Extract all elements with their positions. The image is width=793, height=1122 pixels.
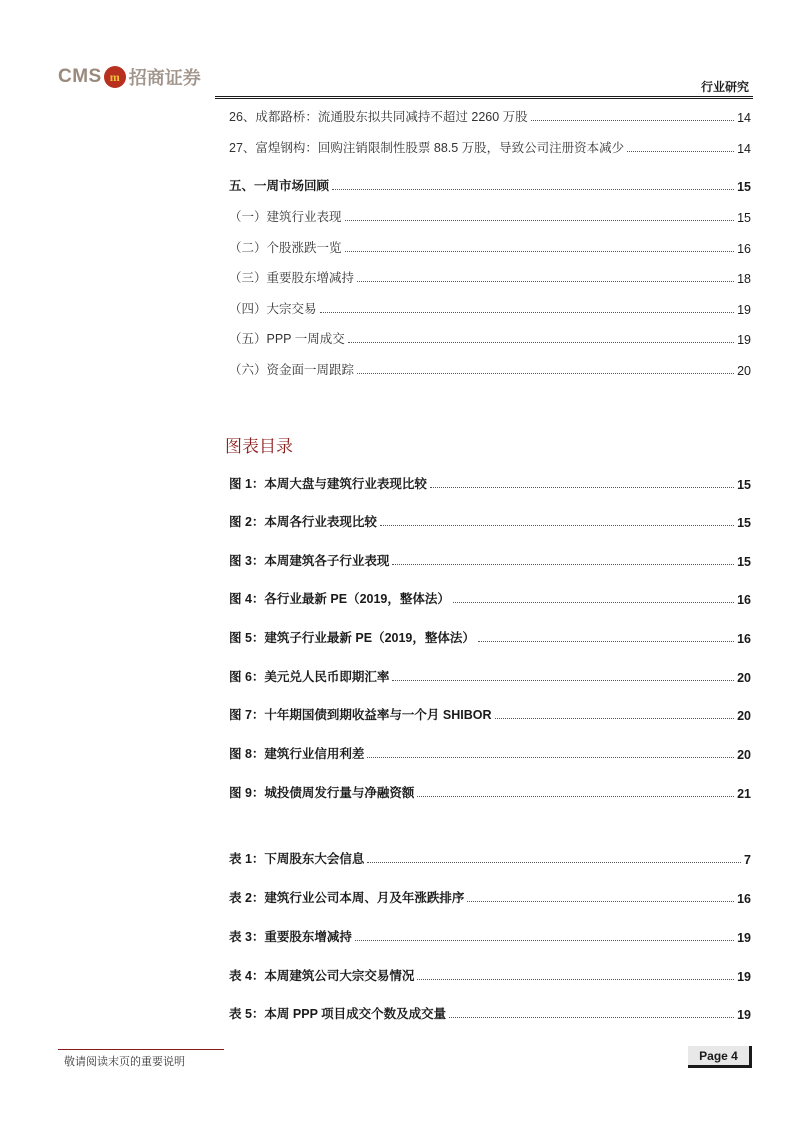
table-entry-page: 19 [737, 1008, 751, 1022]
toc-entry-label: （二）个股涨跌一览 [229, 241, 342, 255]
figure-entry-label: 图 1：本周大盘与建筑行业表现比较 [229, 477, 427, 491]
figure-entry[interactable] [229, 589, 751, 607]
toc-sub-entry[interactable] [229, 360, 751, 378]
table-entry-label: 表 4：本周建筑公司大宗交易情况 [229, 969, 415, 983]
toc-entry-label: （三）重要股东增减持 [229, 271, 355, 285]
table-entry[interactable] [229, 849, 751, 867]
figure-entry[interactable] [229, 512, 751, 530]
figure-toc-title: 图表目录 [225, 437, 293, 457]
figure-entry[interactable] [229, 551, 751, 569]
leader-dots [355, 940, 734, 941]
figure-entry-page: 15 [737, 478, 751, 492]
figure-entry-label: 图 5：建筑子行业最新 PE（2019，整体法） [229, 631, 475, 645]
figure-entry[interactable] [229, 628, 751, 646]
leader-dots [430, 487, 734, 488]
toc-entry[interactable] [229, 138, 751, 156]
figure-entry-page: 20 [737, 671, 751, 685]
cms-logo [58, 62, 201, 92]
leader-dots [345, 251, 735, 252]
logo-chinese-name: 招商证券 [128, 68, 201, 89]
toc-entry-label: （一）建筑行业表现 [229, 210, 342, 224]
page-number-badge: Page 4 [688, 1046, 752, 1068]
table-entry[interactable] [229, 927, 751, 945]
figure-entry-page: 16 [737, 632, 751, 646]
figure-entry-page: 16 [737, 593, 751, 607]
toc-sub-entry[interactable] [229, 268, 751, 286]
toc-sub-entry[interactable] [229, 238, 751, 256]
leader-dots [367, 862, 741, 863]
page-header [0, 0, 793, 100]
leader-dots [417, 979, 734, 980]
figure-entry-label: 图 9：城投债周发行量与净融资额 [229, 786, 415, 800]
leader-dots [357, 281, 734, 282]
figure-entry-label: 图 7：十年期国债到期收益率与一个月 SHIBOR [229, 708, 492, 722]
disclaimer-note: 敬请阅读末页的重要说明 [64, 1056, 185, 1068]
leader-dots [453, 602, 734, 603]
leader-dots [531, 120, 734, 121]
toc-entry-page: 19 [737, 333, 751, 347]
logo-emblem-icon: m [104, 66, 126, 88]
toc-entry-label: （六）资金面一周跟踪 [229, 363, 355, 377]
toc-entry-page: 18 [737, 272, 751, 286]
toc-entry-label: 27、富煌钢构：回购注销限制性股票 88.5 万股，导致公司注册资本减少 [229, 141, 625, 155]
leader-dots [467, 901, 734, 902]
toc-entry-page: 14 [737, 111, 751, 125]
figure-entry-page: 20 [737, 748, 751, 762]
table-entry-label: 表 2：建筑行业公司本周、月及年涨跌排序 [229, 891, 465, 905]
toc-entry-page: 19 [737, 303, 751, 317]
figure-entry-page: 21 [737, 787, 751, 801]
table-entry-label: 表 1：下周股东大会信息 [229, 852, 365, 866]
toc-entry-page: 16 [737, 242, 751, 256]
toc-entry-page: 14 [737, 142, 751, 156]
toc-section-entry[interactable] [229, 176, 751, 194]
table-entry[interactable] [229, 888, 751, 906]
figure-entry[interactable] [229, 705, 751, 723]
figure-entry-label: 图 6：美元兑人民币即期汇率 [229, 670, 390, 684]
toc-entry-label: 26、成都路桥：流通股东拟共同减持不超过 2260 万股 [229, 110, 528, 124]
table-entry-page: 19 [737, 970, 751, 984]
header-divider [215, 96, 753, 97]
figure-entry[interactable] [229, 667, 751, 685]
toc-entry-label: （四）大宗交易 [229, 302, 317, 316]
table-entry-page: 7 [744, 853, 751, 867]
toc-entry-page: 15 [737, 211, 751, 225]
table-entry-label: 表 5：本周 PPP 项目成交个数及成交量 [229, 1007, 447, 1021]
toc-entry[interactable] [229, 107, 751, 125]
leader-dots [320, 312, 735, 313]
leader-dots [449, 1017, 734, 1018]
leader-dots [380, 525, 734, 526]
table-entry-page: 16 [737, 892, 751, 906]
leader-dots [495, 718, 735, 719]
figure-entry[interactable] [229, 783, 751, 801]
figure-entry-label: 图 3：本周建筑各子行业表现 [229, 554, 390, 568]
leader-dots [392, 680, 734, 681]
leader-dots [345, 220, 735, 221]
leader-dots [417, 796, 734, 797]
toc-sub-entry[interactable] [229, 207, 751, 225]
leader-dots [348, 342, 734, 343]
header-divider-second [215, 98, 753, 99]
toc-entry-label: 五、一周市场回顾 [229, 179, 330, 193]
figure-entry-label: 图 4：各行业最新 PE（2019，整体法） [229, 592, 450, 606]
figure-entry[interactable] [229, 474, 751, 492]
leader-dots [627, 151, 734, 152]
leader-dots [367, 757, 734, 758]
industry-label: 行业研究 [700, 80, 749, 94]
leader-dots [357, 373, 734, 374]
figure-entry-label: 图 8：建筑行业信用利差 [229, 747, 365, 761]
toc-entry-page: 20 [737, 364, 751, 378]
figure-entry[interactable] [229, 744, 751, 762]
toc-sub-entry[interactable] [229, 329, 751, 347]
figure-entry-page: 20 [737, 709, 751, 723]
toc-sub-entry[interactable] [229, 299, 751, 317]
leader-dots [332, 189, 734, 190]
figure-entry-label: 图 2：本周各行业表现比较 [229, 515, 377, 529]
leader-dots [478, 641, 734, 642]
toc-entry-page: 15 [737, 180, 751, 194]
leader-dots [392, 564, 734, 565]
table-entry-page: 19 [737, 931, 751, 945]
figure-entry-page: 15 [737, 555, 751, 569]
table-entry[interactable] [229, 966, 751, 984]
table-entry[interactable] [229, 1004, 751, 1022]
table-entry-label: 表 3：重要股东增减持 [229, 930, 352, 944]
logo-text: CMS [58, 66, 102, 87]
toc-entry-label: （五）PPP 一周成交 [229, 332, 345, 346]
footer-divider [58, 1049, 224, 1050]
figure-entry-page: 15 [737, 516, 751, 530]
